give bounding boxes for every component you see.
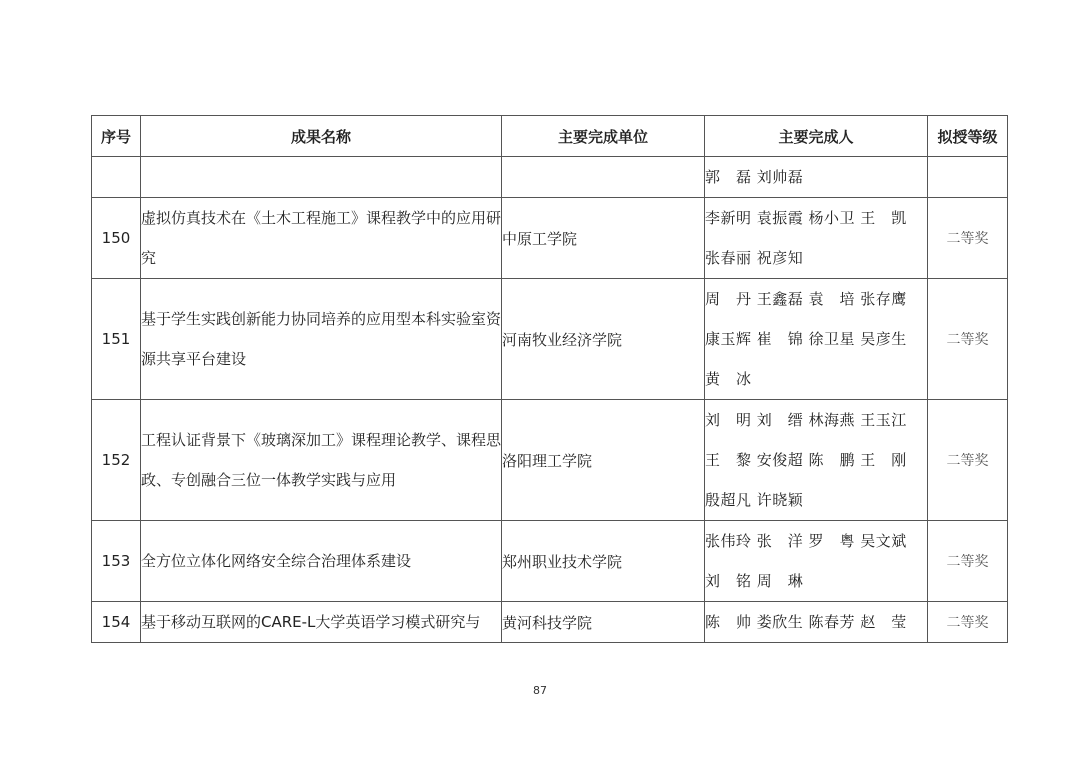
completing-unit: 中原工学院 <box>502 198 705 279</box>
row-number: 154 <box>92 602 141 643</box>
award-grade <box>928 157 1008 198</box>
header-unit: 主要完成单位 <box>502 116 705 157</box>
table-row <box>92 279 1008 400</box>
award-grade: 二等奖 <box>928 279 1008 400</box>
completing-unit: 洛阳理工学院 <box>502 400 705 521</box>
completing-unit: 黄河科技学院 <box>502 602 705 643</box>
main-contributors <box>705 157 928 198</box>
table-row <box>92 157 1008 198</box>
main-contributors <box>705 279 928 400</box>
table-body <box>92 157 1008 643</box>
achievement-title: 工程认证背景下《玻璃深加工》课程理论教学、课程思政、专创融合三位一体教学实践与应用 <box>141 400 502 521</box>
contributor-line: 张春丽 祝彦知 <box>705 249 804 267</box>
contributor-line: 张伟玲 张 洋 罗 粤 吴文斌 <box>705 532 907 550</box>
table-header-row <box>92 116 1008 157</box>
main-contributors <box>705 400 928 521</box>
achievement-title: 虚拟仿真技术在《土木工程施工》课程教学中的应用研究 <box>141 198 502 279</box>
table-row <box>92 521 1008 602</box>
row-number: 152 <box>92 400 141 521</box>
contributor-line: 康玉辉 崔 锦 徐卫星 吴彦生 <box>705 330 907 348</box>
header-title: 成果名称 <box>141 116 502 157</box>
main-contributors <box>705 602 928 643</box>
page-number: 87 <box>533 684 547 697</box>
contributor-line: 王 黎 安俊超 陈 鹏 王 刚 <box>705 451 907 469</box>
award-grade: 二等奖 <box>928 198 1008 279</box>
row-number: 151 <box>92 279 141 400</box>
header-grade: 拟授等级 <box>928 116 1008 157</box>
contributor-line: 周 丹 王鑫磊 袁 培 张存鹰 <box>705 290 907 308</box>
contributor-line: 刘 明 刘 缙 林海燕 王玉江 <box>705 411 907 429</box>
table-row <box>92 198 1008 279</box>
completing-unit: 郑州职业技术学院 <box>502 521 705 602</box>
award-grade: 二等奖 <box>928 521 1008 602</box>
contributor-line: 殷超凡 许晓颖 <box>705 491 804 509</box>
contributor-line: 陈 帅 娄欣生 陈春芳 赵 莹 <box>705 613 907 631</box>
contributor-line: 刘 铭 周 琳 <box>705 572 804 590</box>
completing-unit: 河南牧业经济学院 <box>502 279 705 400</box>
row-number: 150 <box>92 198 141 279</box>
achievement-title: 基于移动互联网的CARE-L大学英语学习模式研究与 <box>141 602 502 643</box>
achievement-title <box>141 157 502 198</box>
main-contributors <box>705 521 928 602</box>
contributor-line: 郭 磊 刘帅磊 <box>705 168 804 186</box>
header-num: 序号 <box>92 116 141 157</box>
achievement-title: 基于学生实践创新能力协同培养的应用型本科实验室资源共享平台建设 <box>141 279 502 400</box>
contributor-line: 李新明 袁振霞 杨小卫 王 凯 <box>705 209 907 227</box>
main-contributors <box>705 198 928 279</box>
table-row <box>92 602 1008 643</box>
achievement-title: 全方位立体化网络安全综合治理体系建设 <box>141 521 502 602</box>
row-number: 153 <box>92 521 141 602</box>
award-grade: 二等奖 <box>928 400 1008 521</box>
contributor-line: 黄 冰 <box>705 370 752 388</box>
completing-unit <box>502 157 705 198</box>
row-number <box>92 157 141 198</box>
header-people: 主要完成人 <box>705 116 928 157</box>
table-row <box>92 400 1008 521</box>
award-grade: 二等奖 <box>928 602 1008 643</box>
awards-table <box>91 115 1008 643</box>
